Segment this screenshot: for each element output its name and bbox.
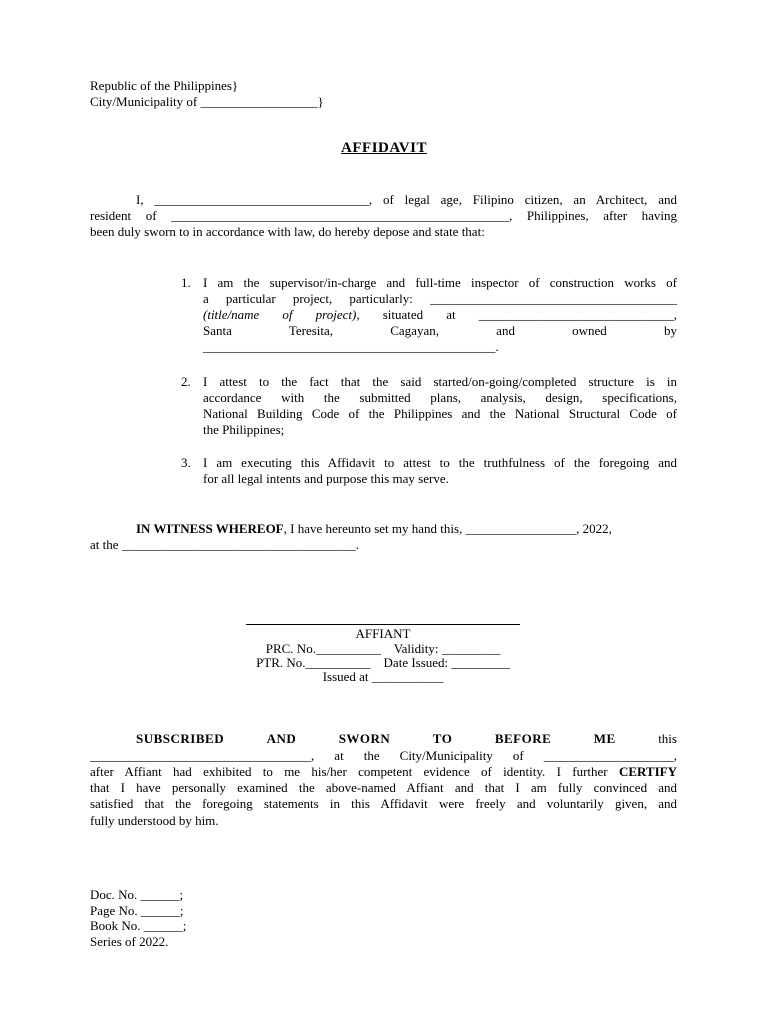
item-1-line-3	[203, 307, 677, 323]
jurat-line-1	[136, 731, 677, 747]
jurat-word: TO	[432, 731, 453, 746]
jurat-word: AND	[266, 731, 297, 746]
notary-doc-no: Doc. No. ______;	[90, 887, 184, 902]
notary-book-no: Book No. ______;	[90, 918, 187, 933]
jurat-line-6: fully understood by him.	[90, 813, 219, 828]
header-republic: Republic of the Philippines}	[90, 78, 239, 93]
item-1-line-1: I am the supervisor/in-charge and full-time inspector of construction works of	[203, 275, 677, 290]
item-1-line-4: Santa Teresita, Cagayan, and owned by	[203, 323, 677, 338]
jurat-word: ME	[593, 731, 616, 746]
jurat-line-3-text: after Affiant had exhibited to me his/her competent evidence of identity. I further	[90, 764, 608, 779]
document-title: AFFIDAVIT	[341, 140, 427, 156]
item-2-line-1: I attest to the fact that the said started/on-going/completed structure is in	[203, 374, 677, 389]
header-city: City/Municipality of __________________}	[90, 94, 324, 109]
affiant-prc: PRC. No.__________ Validity: _________	[265, 641, 501, 656]
certify-word: CERTIFY	[618, 764, 677, 779]
item-1-line-2: a particular project, particularly: ______________________________________	[203, 291, 677, 306]
affiant-label: AFFIANT	[355, 626, 411, 641]
jurat-line-2: __________________________________, at the City/Municipality of ____________________,	[90, 748, 677, 763]
notary-page-no: Page No. ______;	[90, 903, 184, 918]
item-2-line-3: National Building Code of the Philippines and the National Structural Code of	[203, 406, 677, 421]
item-1-line-5: _____________________________________________.	[203, 339, 499, 354]
affiant-ptr: PTR. No.__________ Date Issued: _________	[256, 655, 510, 670]
intro-line-2: resident of ____________________________________________________, Philippines, after having	[90, 208, 677, 223]
item-2-number: 2.	[181, 374, 191, 389]
witness-line-2: at the ____________________________________.	[90, 537, 360, 552]
intro-line-1: I, _________________________________, of legal age, Filipino citizen, an Architect, and	[136, 192, 677, 207]
witness-line-1	[136, 521, 612, 537]
jurat-word: SWORN	[338, 731, 391, 746]
jurat-line-3	[90, 764, 677, 780]
item-2-line-4: the Philippines;	[203, 422, 285, 437]
item-3-line-2: for all legal intents and purpose this may serve.	[203, 471, 449, 486]
jurat-line-5: satisfied that the foregoing statements in this Affidavit were freely and voluntarily given, and	[90, 796, 677, 811]
jurat-word: BEFORE	[494, 731, 552, 746]
jurat-line-4: that I have personally examined the above-named Affiant and that I am fully convinced and	[90, 780, 677, 795]
intro-line-3: been duly sworn to in accordance with law, do hereby depose and state that:	[90, 224, 485, 239]
item-3-line-1: I am executing this Affidavit to attest to the truthfulness of the foregoing and	[203, 455, 677, 470]
jurat-word: this	[658, 731, 677, 746]
affiant-signature-line	[246, 624, 520, 625]
witness-heading: IN WITNESS WHEREOF	[136, 521, 284, 536]
item-1-line-3-rest: situated at ______________________________,	[359, 307, 677, 322]
witness-text: , I have hereunto set my hand this, _________________, 2022,	[283, 521, 612, 536]
affiant-issued: Issued at ___________	[322, 669, 444, 684]
item-3-number: 3.	[181, 455, 191, 470]
notary-series: Series of 2022.	[90, 934, 169, 949]
jurat-word: SUBSCRIBED	[136, 731, 225, 746]
item-2-line-2: accordance with the submitted plans, analysis, design, specifications,	[203, 390, 677, 405]
project-title-hint: (title/name of project),	[203, 307, 360, 322]
item-1-number: 1.	[181, 275, 191, 290]
